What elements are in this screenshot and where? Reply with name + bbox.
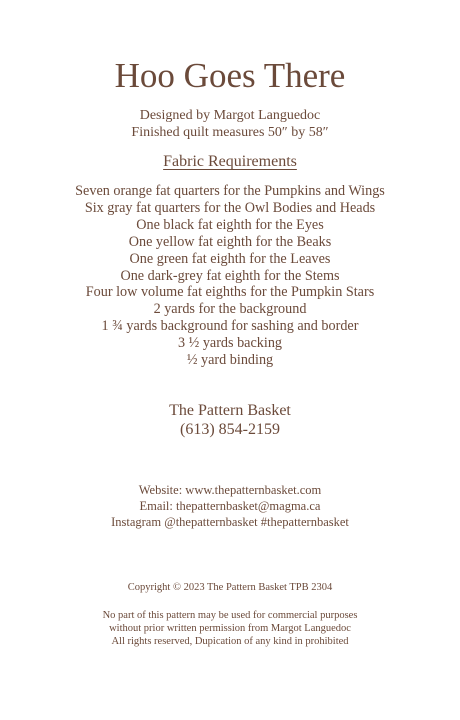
copyright-notice: Copyright © 2023 The Pattern Basket TPB 2304 — [127, 582, 333, 593]
requirement-item: 1 ¾ yards background for sashing and border — [101, 318, 359, 335]
legal-notice — [0, 609, 460, 648]
email-line: Email: thepatternbasket@magma.ca — [139, 499, 321, 513]
legal-line: All rights reserved, Dupication of any kind in prohibited — [111, 636, 349, 647]
requirement-item: Four low volume fat eighths for the Pumpkin Stars — [85, 284, 375, 301]
requirement-item: Seven orange fat quarters for the Pumpkins and Wings — [75, 183, 385, 199]
requirement-item: One dark-grey fat eighth for the Stems — [120, 267, 340, 284]
contact-info — [0, 482, 460, 530]
finished-size: Finished quilt measures 50″ by 58″ — [131, 125, 329, 140]
company-name: The Pattern Basket — [169, 402, 291, 419]
fabric-requirements-heading — [0, 152, 460, 172]
page-title: Hoo Goes There — [114, 56, 346, 95]
legal-line: No part of this pattern may be used for commercial purposes — [102, 610, 358, 621]
legal-line: without prior written permission from Margot Languedoc — [109, 623, 351, 634]
fabric-requirements-list — [0, 183, 460, 369]
website-line: Website: www.thepatternbasket.com — [138, 483, 322, 497]
requirement-item: Six gray fat quarters for the Owl Bodies and Heads — [84, 199, 376, 216]
pattern-info — [0, 107, 460, 141]
requirement-item: One green fat eighth for the Leaves — [129, 250, 331, 267]
company-info — [0, 401, 460, 439]
requirement-item: 2 yards for the background — [153, 301, 307, 318]
requirement-item: One yellow fat eighth for the Beaks — [128, 233, 332, 250]
instagram-line: Instagram @thepatternbasket #thepatternbasket — [111, 515, 349, 529]
designer-credit: Designed by Margot Languedoc — [139, 108, 321, 123]
requirement-item: 3 ½ yards backing — [177, 335, 283, 352]
requirement-item: ½ yard binding — [186, 352, 274, 369]
company-phone: (613) 854-2159 — [180, 421, 280, 438]
requirement-item: One black fat eighth for the Eyes — [136, 216, 324, 233]
fabric-requirements-heading-text: Fabric Requirements — [163, 153, 297, 170]
